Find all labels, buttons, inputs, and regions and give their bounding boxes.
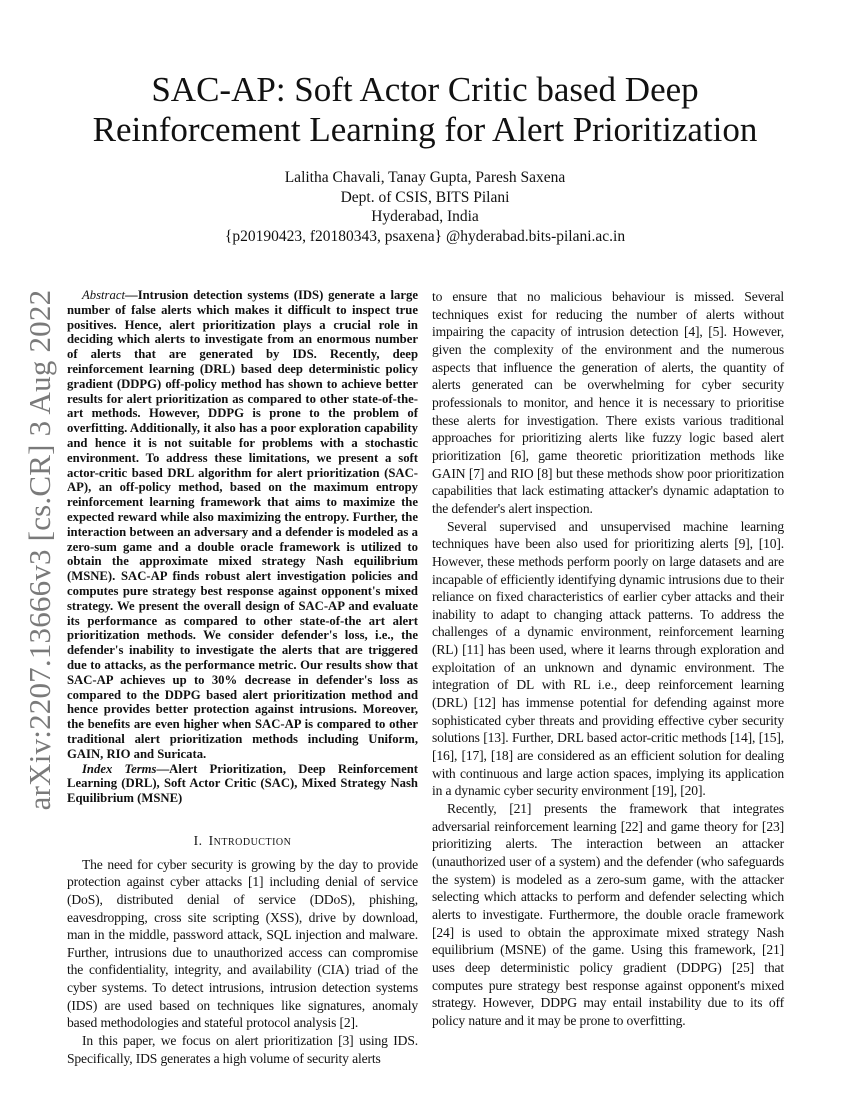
paper-title [60, 70, 790, 150]
right-column [432, 288, 784, 1030]
author-department: Dept. of CSIS, BITS Pilani [340, 188, 510, 206]
body-paragraph: Several supervised and unsupervised machine learning techniques have been also used for prioritizing alerts [9], [10]. However, these methods perform poorly on large datasets and are incapable of efficiently identifying dynamic intrusions due to their reliance on fixed characteristics of earlier cyber attacks and their inability to adapt to changing attack patterns. To address the challenges of a dynamic environment, reinforcement learning (RL) [11] has been used, where it learns through exploration and exploitation of an unknown and dynamic environment. The integration of DL with RL i.e., deep reinforcement learning (DRL) [12] has immense potential for defending against more sophisticated cyber threats and providing effective cyber security solutions [13]. Further, DRL based actor-critic methods [14], [15], [16], [17], [18] are considered as an efficient solution for dealing with continuous and large action spaces, implying its application in a dynamic cyber security environment [19], [20]. [432, 518, 784, 799]
abstract [67, 288, 418, 762]
body-paragraph: Recently, [21] presents the framework that integrates adversarial reinforcement learning [22] and game theory for [23] prioritizing alerts. The interaction between an attacker (unauthorized user of a system) and the defender (who safeguards the system) is modeled as a zero-sum game, with the attacker selecting which attacks to perform and defender selecting which alerts to investigate. Furthermore, the double oracle framework [24] is used to obtain the approximate mixed strategy Nash equilibrium (MSNE) of the game. Using this framework, [21] uses deep deterministic policy gradient (DDPG) [25] that computes pure strategy best response against opponent's mixed strategy. However, DDPG may entail instability due to its off policy nature and it may be prone to overfitting. [432, 801, 784, 1028]
index-terms-label: Index Terms [82, 761, 157, 776]
index-terms-text: —Alert Prioritization, Deep Reinforcement Learning (DRL), Soft Actor Critic (SAC), Mixed Strategy Nash Equilibrium (MSNE) [67, 761, 418, 806]
section-title: Introduction [208, 832, 292, 848]
index-terms [67, 762, 418, 806]
abstract-text: —Intrusion detection systems (IDS) generate a large number of false alerts which makes it difficult to inspect true positives. Hence, alert prioritization plays a crucial role in deciding which alerts to investigate from an enormous number of alerts that are generated by IDS. Recently, deep reinforcement learning (DRL) based deep deterministic policy gradient (DDPG) off-policy method has shown to achieve better results for alert prioritization as compared to other state-of-the-art methods. However, DDPG is prone to the problem of overfitting. Additionally, it also has a poor exploration capability and hence it is not suitable for problems with a stochastic environment. To address these limitations, we present a soft actor-critic based DRL algorithm for alert prioritization (SAC-AP), an off-policy method, based on the maximum entropy reinforcement learning framework that aims to maximize the expected reward while also maximizing the entropy. Further, the interaction between an adversary and a defender is modeled as a zero-sum game and a double oracle framework is utilized to obtain the approximate mixed strategy Nash equilibrium (MSNE). SAC-AP finds robust alert investigation policies and computes pure strategy best response against opponent's mixed strategy. We present the overall design of SAC-AP and evaluate its performance as compared to other state-of-the art alert prioritization methods. We consider defender's loss, i.e., the defender's inability to investigate the alerts that are triggered due to attacks, as the performance metric. Our results show that SAC-AP achieves up to 30% decrease in defender's loss as compared to the DDPG based alert prioritization method and hence provides better protection against intrusions. Moreover, the benefits are even higher when SAC-AP is compared to other traditional alert prioritization methods including Uniform, GAIN, RIO and Suricata. [67, 288, 418, 761]
section-heading [67, 832, 418, 850]
section-number: I. [193, 832, 203, 848]
arxiv-identifier-stamp: arXiv:2207.13666v3 [cs.CR] 3 Aug 2022 [22, 289, 57, 811]
title-line-2: Reinforcement Learning for Alert Prioritization [92, 110, 758, 149]
author-block [120, 168, 730, 246]
body-paragraph: to ensure that no malicious behaviour is missed. Several techniques exist for reducing the number of alerts without impairing the capacity of intrusion detection [4], [5]. However, given the complexity of the environment and the numerous aspects that influence the generation of alerts, the quantity of alerts generated can be overwhelming for cyber security professionals to monitor, and hence it is necessary to prioritise these alerts for investigation. There exists various traditional approaches for prioritizing alerts like fuzzy logic based alert prioritization [6], game theoretic prioritization methods like GAIN [7] and RIO [8] but these methods show poor prioritization capabilities that lack estimating attacker's dynamic adaptation to the defender's alert inspection. [432, 289, 784, 516]
body-paragraph: In this paper, we focus on alert prioritization [3] using IDS. Specifically, IDS generates a high volume of security alerts [67, 1033, 418, 1066]
author-emails: {p20190423, f20180343, psaxena} @hyderabad.bits-pilani.ac.in [224, 227, 626, 245]
body-paragraph: The need for cyber security is growing by the day to provide protection against cyber attacks [1] including denial of service (DoS), distributed denial of service (DDoS), phishing, eavesdropping, cross site scripting (XSS), drive by download, man in the middle, password attack, SQL injection and malware. Further, intrusions due to unauthorized access can compromise the confidentiality, integrity, and availability (CIA) triad of the cyber systems. To detect intrusions, intrusion detection systems (IDS) are used based on techniques like signatures, anomaly based methodologies and stateful protocol analysis [2]. [67, 856, 418, 1031]
abstract-label: Abstract [82, 288, 125, 302]
left-column [67, 288, 418, 1067]
author-location: Hyderabad, India [371, 208, 479, 225]
title-line-1: SAC-AP: Soft Actor Critic based Deep [151, 70, 699, 109]
author-names: Lalitha Chavali, Tanay Gupta, Paresh Saxena [284, 169, 566, 186]
